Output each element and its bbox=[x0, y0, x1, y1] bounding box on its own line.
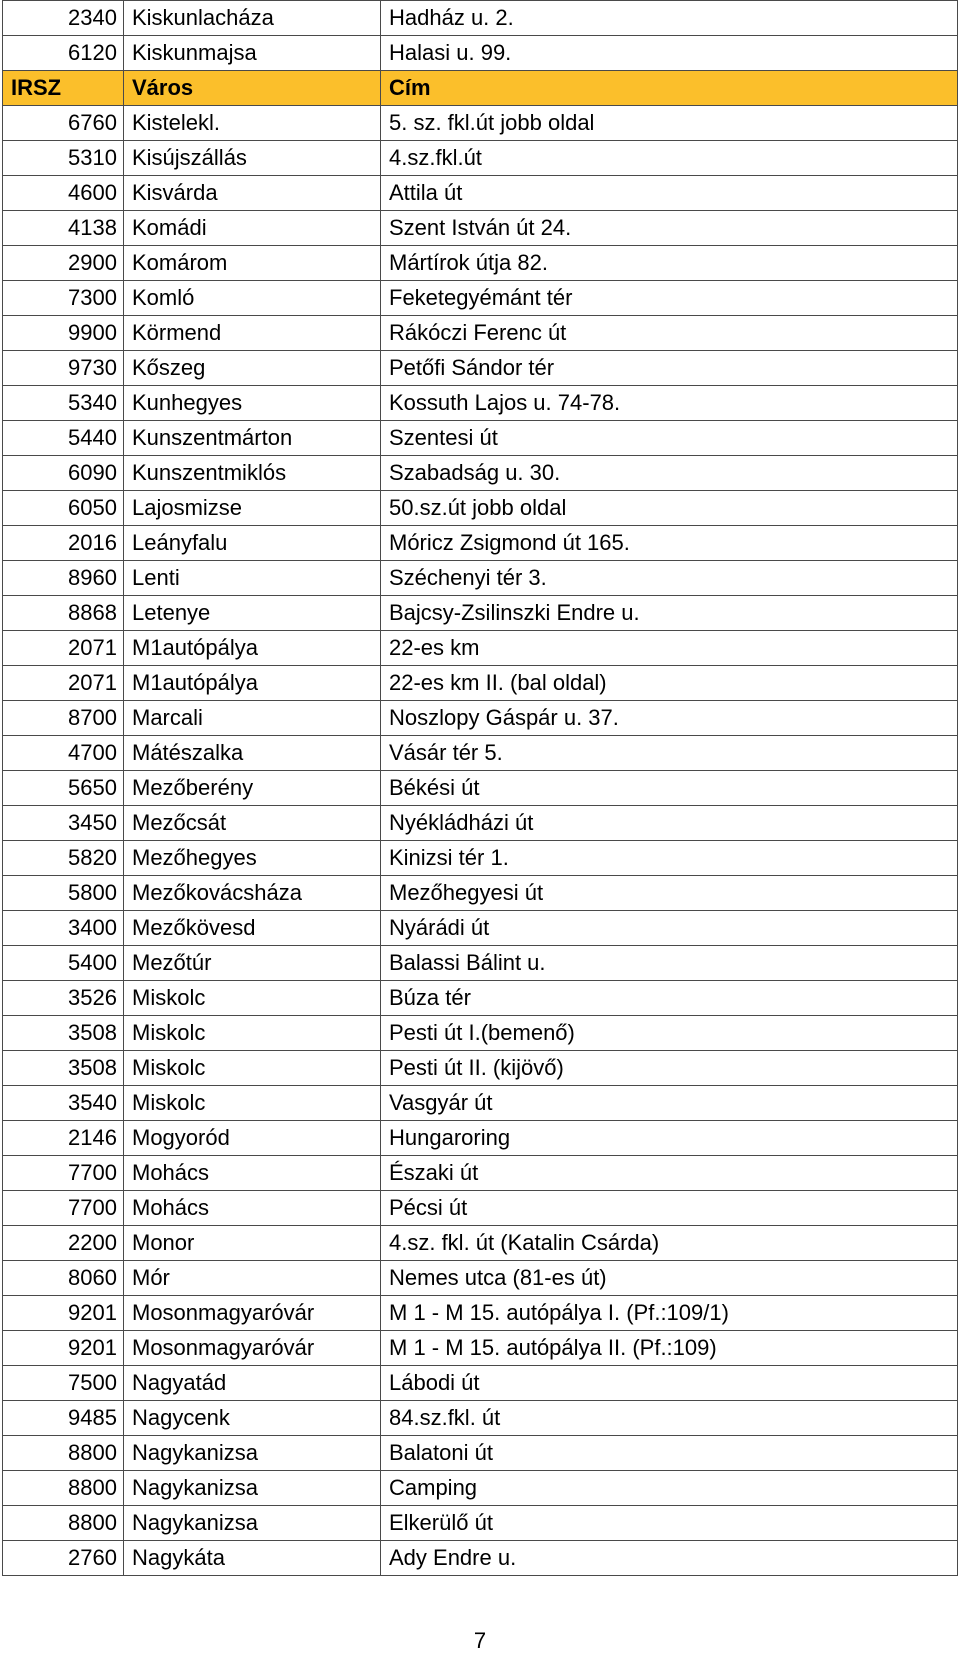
address-cell: Attila út bbox=[381, 176, 958, 211]
address-table-body bbox=[3, 1, 958, 1576]
table-row bbox=[3, 1086, 958, 1121]
table-row bbox=[3, 1436, 958, 1471]
postal-code-cell: 9201 bbox=[3, 1331, 124, 1366]
city-cell: Miskolc bbox=[124, 1086, 381, 1121]
address-cell: 5. sz. fkl.út jobb oldal bbox=[381, 106, 958, 141]
table-row bbox=[3, 1226, 958, 1261]
address-cell: Bajcsy-Zsilinszki Endre u. bbox=[381, 596, 958, 631]
address-cell: Mezőhegyesi út bbox=[381, 876, 958, 911]
address-cell: Szent István út 24. bbox=[381, 211, 958, 246]
address-cell: Noszlopy Gáspár u. 37. bbox=[381, 701, 958, 736]
city-cell: M1autópálya bbox=[124, 631, 381, 666]
city-cell: Komádi bbox=[124, 211, 381, 246]
city-cell: Letenye bbox=[124, 596, 381, 631]
postal-code-cell: 5650 bbox=[3, 771, 124, 806]
table-row bbox=[3, 1051, 958, 1086]
table-row bbox=[3, 1506, 958, 1541]
table-row bbox=[3, 596, 958, 631]
city-cell: Nagykanizsa bbox=[124, 1436, 381, 1471]
postal-code-cell: 8800 bbox=[3, 1471, 124, 1506]
table-row bbox=[3, 1016, 958, 1051]
address-table bbox=[2, 0, 958, 1576]
city-cell: Kőszeg bbox=[124, 351, 381, 386]
table-row bbox=[3, 1121, 958, 1156]
postal-code-cell: 2760 bbox=[3, 1541, 124, 1576]
table-row bbox=[3, 1541, 958, 1576]
city-cell: Kiskunlacháza bbox=[124, 1, 381, 36]
table-row bbox=[3, 666, 958, 701]
city-cell: Komló bbox=[124, 281, 381, 316]
page-number: 7 bbox=[473, 1628, 487, 1653]
postal-code-cell: 3508 bbox=[3, 1051, 124, 1086]
city-cell: Kunszentmiklós bbox=[124, 456, 381, 491]
city-cell: Kisújszállás bbox=[124, 141, 381, 176]
table-row bbox=[3, 211, 958, 246]
city-cell: Leányfalu bbox=[124, 526, 381, 561]
table-row bbox=[3, 1261, 958, 1296]
column-header-city: Város bbox=[124, 71, 381, 106]
address-cell: Lábodi út bbox=[381, 1366, 958, 1401]
postal-code-cell: 9485 bbox=[3, 1401, 124, 1436]
city-cell: Kisvárda bbox=[124, 176, 381, 211]
address-cell: Pécsi út bbox=[381, 1191, 958, 1226]
city-cell: Mezőhegyes bbox=[124, 841, 381, 876]
address-cell: Móricz Zsigmond út 165. bbox=[381, 526, 958, 561]
address-cell: Feketegyémánt tér bbox=[381, 281, 958, 316]
city-cell: Mogyoród bbox=[124, 1121, 381, 1156]
city-cell: Mezőtúr bbox=[124, 946, 381, 981]
table-row bbox=[3, 1156, 958, 1191]
table-row bbox=[3, 806, 958, 841]
city-cell: Miskolc bbox=[124, 1016, 381, 1051]
postal-code-cell: 4138 bbox=[3, 211, 124, 246]
address-cell: Szabadság u. 30. bbox=[381, 456, 958, 491]
postal-code-cell: 7500 bbox=[3, 1366, 124, 1401]
address-cell: Camping bbox=[381, 1471, 958, 1506]
city-cell: Kiskunmajsa bbox=[124, 36, 381, 71]
postal-code-cell: 2071 bbox=[3, 666, 124, 701]
postal-code-cell: 7300 bbox=[3, 281, 124, 316]
postal-code-cell: 7700 bbox=[3, 1156, 124, 1191]
postal-code-cell: 3450 bbox=[3, 806, 124, 841]
table-row bbox=[3, 981, 958, 1016]
postal-code-cell: 8800 bbox=[3, 1506, 124, 1541]
table-row bbox=[3, 456, 958, 491]
table-row bbox=[3, 421, 958, 456]
column-header-postal-code: IRSZ bbox=[3, 71, 124, 106]
table-row bbox=[3, 1401, 958, 1436]
city-cell: Nagykanizsa bbox=[124, 1471, 381, 1506]
address-cell: 50.sz.út jobb oldal bbox=[381, 491, 958, 526]
table-row bbox=[3, 1331, 958, 1366]
city-cell: Komárom bbox=[124, 246, 381, 281]
address-cell: Elkerülő út bbox=[381, 1506, 958, 1541]
city-cell: Marcali bbox=[124, 701, 381, 736]
postal-code-cell: 2200 bbox=[3, 1226, 124, 1261]
address-cell: Rákóczi Ferenc út bbox=[381, 316, 958, 351]
table-row bbox=[3, 386, 958, 421]
postal-code-cell: 7700 bbox=[3, 1191, 124, 1226]
table-row bbox=[3, 176, 958, 211]
address-cell: Békési út bbox=[381, 771, 958, 806]
postal-code-cell: 4600 bbox=[3, 176, 124, 211]
table-row bbox=[3, 1, 958, 36]
postal-code-cell: 3508 bbox=[3, 1016, 124, 1051]
city-cell: M1autópálya bbox=[124, 666, 381, 701]
city-cell: Nagykáta bbox=[124, 1541, 381, 1576]
table-row bbox=[3, 736, 958, 771]
postal-code-cell: 6050 bbox=[3, 491, 124, 526]
city-cell: Mohács bbox=[124, 1191, 381, 1226]
city-cell: Monor bbox=[124, 1226, 381, 1261]
city-cell: Körmend bbox=[124, 316, 381, 351]
table-row bbox=[3, 316, 958, 351]
city-cell: Mezőberény bbox=[124, 771, 381, 806]
postal-code-cell: 6760 bbox=[3, 106, 124, 141]
table-row bbox=[3, 1471, 958, 1506]
table-row bbox=[3, 36, 958, 71]
postal-code-cell: 9201 bbox=[3, 1296, 124, 1331]
city-cell: Mosonmagyaróvár bbox=[124, 1296, 381, 1331]
address-cell: Nyékládházi út bbox=[381, 806, 958, 841]
address-cell: 84.sz.fkl. út bbox=[381, 1401, 958, 1436]
city-cell: Mezőkövesd bbox=[124, 911, 381, 946]
address-cell: Mártírok útja 82. bbox=[381, 246, 958, 281]
postal-code-cell: 8800 bbox=[3, 1436, 124, 1471]
address-cell: 4.sz.fkl.út bbox=[381, 141, 958, 176]
column-header-address: Cím bbox=[381, 71, 958, 106]
address-cell: Északi út bbox=[381, 1156, 958, 1191]
postal-code-cell: 8960 bbox=[3, 561, 124, 596]
postal-code-cell: 2071 bbox=[3, 631, 124, 666]
table-row bbox=[3, 561, 958, 596]
postal-code-cell: 3526 bbox=[3, 981, 124, 1016]
city-cell: Mátészalka bbox=[124, 736, 381, 771]
address-cell: Pesti út I.(bemenő) bbox=[381, 1016, 958, 1051]
city-cell: Mosonmagyaróvár bbox=[124, 1331, 381, 1366]
postal-code-cell: 9730 bbox=[3, 351, 124, 386]
city-cell: Kistelekl. bbox=[124, 106, 381, 141]
table-row bbox=[3, 141, 958, 176]
address-cell: 4.sz. fkl. út (Katalin Csárda) bbox=[381, 1226, 958, 1261]
postal-code-cell: 5800 bbox=[3, 876, 124, 911]
postal-code-cell: 2900 bbox=[3, 246, 124, 281]
postal-code-cell: 6120 bbox=[3, 36, 124, 71]
postal-code-cell: 3540 bbox=[3, 1086, 124, 1121]
postal-code-cell: 2016 bbox=[3, 526, 124, 561]
postal-code-cell: 2146 bbox=[3, 1121, 124, 1156]
table-row bbox=[3, 491, 958, 526]
postal-code-cell: 4700 bbox=[3, 736, 124, 771]
postal-code-cell: 8868 bbox=[3, 596, 124, 631]
address-cell: Hungaroring bbox=[381, 1121, 958, 1156]
table-row bbox=[3, 841, 958, 876]
table-row bbox=[3, 246, 958, 281]
city-cell: Lenti bbox=[124, 561, 381, 596]
postal-code-cell: 9900 bbox=[3, 316, 124, 351]
address-cell: Széchenyi tér 3. bbox=[381, 561, 958, 596]
postal-code-cell: 8700 bbox=[3, 701, 124, 736]
city-cell: Mohács bbox=[124, 1156, 381, 1191]
table-row bbox=[3, 631, 958, 666]
city-cell: Mezőcsát bbox=[124, 806, 381, 841]
table-row bbox=[3, 106, 958, 141]
table-row bbox=[3, 911, 958, 946]
city-cell: Lajosmizse bbox=[124, 491, 381, 526]
table-row bbox=[3, 1296, 958, 1331]
table-row bbox=[3, 526, 958, 561]
table-row bbox=[3, 1366, 958, 1401]
address-cell: Nyárádi út bbox=[381, 911, 958, 946]
table-row bbox=[3, 1191, 958, 1226]
postal-code-cell: 6090 bbox=[3, 456, 124, 491]
address-cell: Balatoni út bbox=[381, 1436, 958, 1471]
address-cell: Búza tér bbox=[381, 981, 958, 1016]
address-cell: Hadház u. 2. bbox=[381, 1, 958, 36]
address-cell: Kinizsi tér 1. bbox=[381, 841, 958, 876]
postal-code-cell: 5440 bbox=[3, 421, 124, 456]
address-cell: Balassi Bálint u. bbox=[381, 946, 958, 981]
address-cell: Halasi u. 99. bbox=[381, 36, 958, 71]
postal-code-cell: 2340 bbox=[3, 1, 124, 36]
address-cell: Petőfi Sándor tér bbox=[381, 351, 958, 386]
city-cell: Nagyatád bbox=[124, 1366, 381, 1401]
city-cell: Kunhegyes bbox=[124, 386, 381, 421]
table-row bbox=[3, 281, 958, 316]
address-cell: Nemes utca (81-es út) bbox=[381, 1261, 958, 1296]
address-cell: 22-es km II. (bal oldal) bbox=[381, 666, 958, 701]
address-cell: Vásár tér 5. bbox=[381, 736, 958, 771]
table-row bbox=[3, 701, 958, 736]
table-row bbox=[3, 946, 958, 981]
city-cell: Kunszentmárton bbox=[124, 421, 381, 456]
table-row bbox=[3, 876, 958, 911]
postal-code-cell: 3400 bbox=[3, 911, 124, 946]
address-cell: Pesti út II. (kijövő) bbox=[381, 1051, 958, 1086]
city-cell: Miskolc bbox=[124, 1051, 381, 1086]
address-cell: M 1 - M 15. autópálya I. (Pf.:109/1) bbox=[381, 1296, 958, 1331]
postal-code-cell: 5820 bbox=[3, 841, 124, 876]
postal-code-cell: 5400 bbox=[3, 946, 124, 981]
city-cell: Miskolc bbox=[124, 981, 381, 1016]
address-cell: Szentesi út bbox=[381, 421, 958, 456]
city-cell: Mezőkovácsháza bbox=[124, 876, 381, 911]
postal-code-cell: 8060 bbox=[3, 1261, 124, 1296]
postal-code-cell: 5310 bbox=[3, 141, 124, 176]
address-cell: Kossuth Lajos u. 74-78. bbox=[381, 386, 958, 421]
city-cell: Nagycenk bbox=[124, 1401, 381, 1436]
address-cell: Ady Endre u. bbox=[381, 1541, 958, 1576]
postal-code-cell: 5340 bbox=[3, 386, 124, 421]
city-cell: Nagykanizsa bbox=[124, 1506, 381, 1541]
address-cell: Vasgyár út bbox=[381, 1086, 958, 1121]
city-cell: Mór bbox=[124, 1261, 381, 1296]
table-row bbox=[3, 771, 958, 806]
address-cell: 22-es km bbox=[381, 631, 958, 666]
table-row bbox=[3, 351, 958, 386]
table-header-row bbox=[3, 71, 958, 106]
address-cell: M 1 - M 15. autópálya II. (Pf.:109) bbox=[381, 1331, 958, 1366]
